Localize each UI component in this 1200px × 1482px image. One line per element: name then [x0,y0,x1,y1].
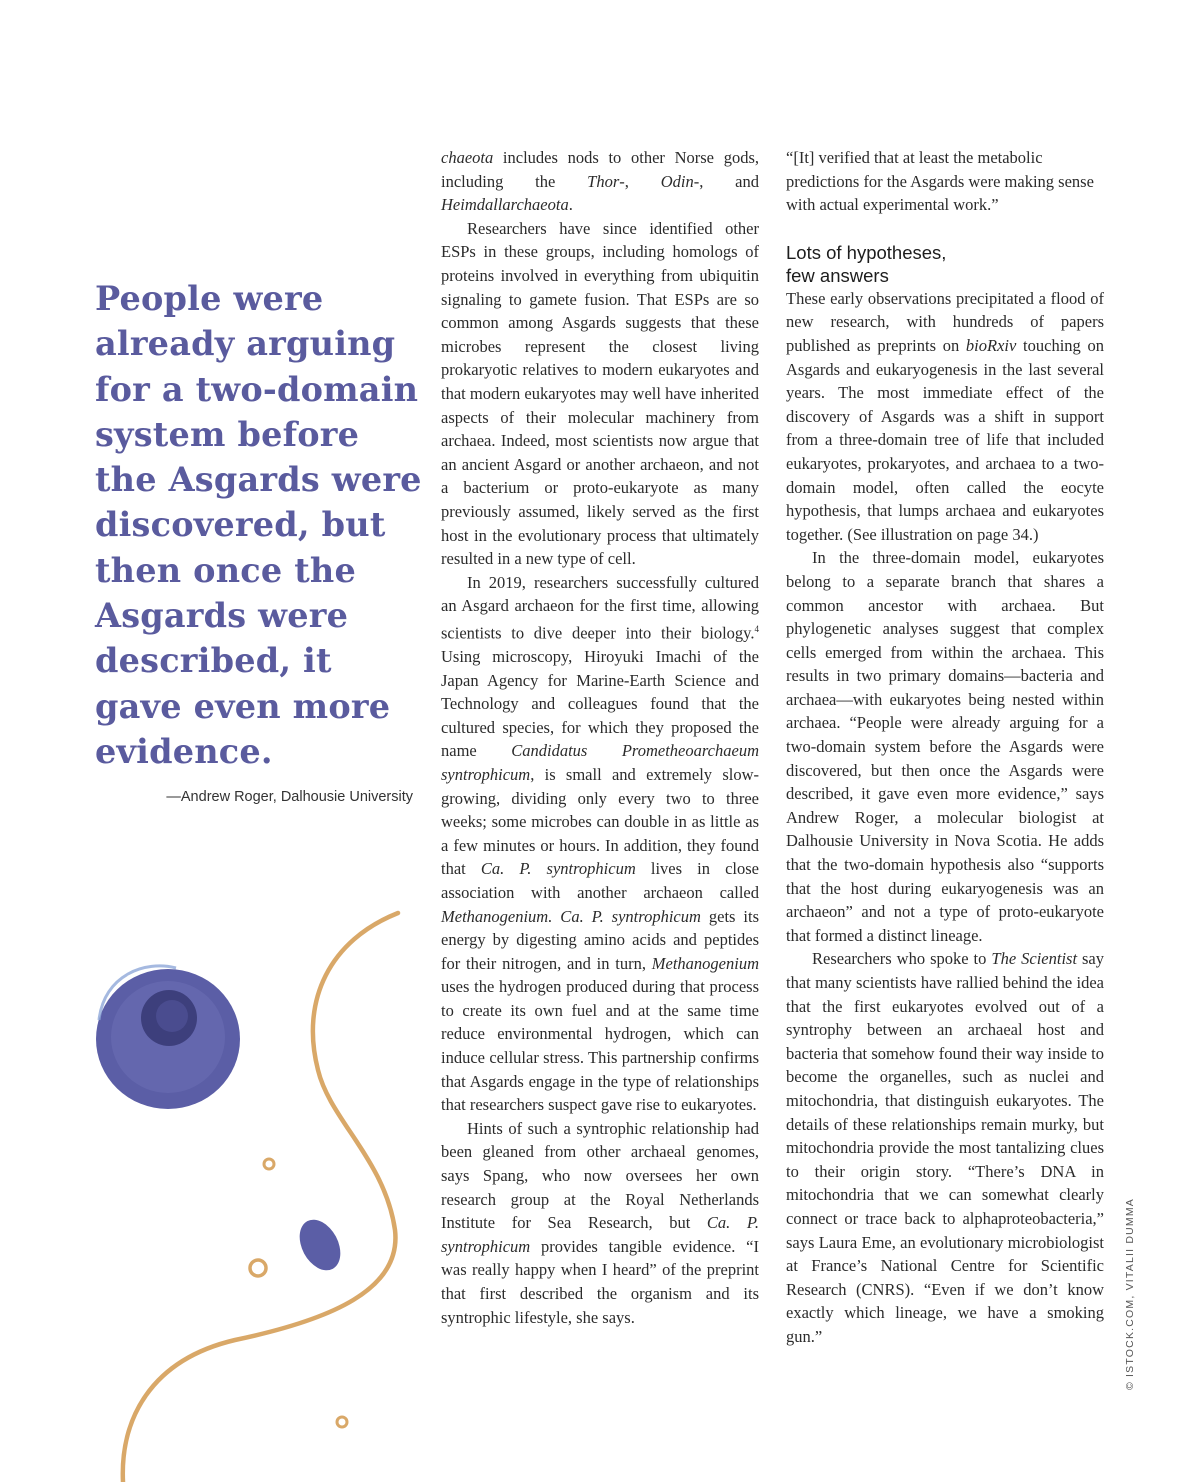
paragraph: In 2019, researchers successfully cultured an Asgard archaeon for the first time, allowing scientists to dive deeper into their biology.$^4$ Using microscopy, Hiroyuki Imachi of the Japan Agency for Marine-Earth Science and Technology and colleagues found that the cultured species, for which they proposed the name Candidatus Prometheoarchaeum syntrophicum, is small and extremely slow-growing, dividing only every two to three weeks; some microbes can double in as little as a few minutes or hours. In addition, they found that Ca. P. syntrophicum lives in close association with another archaeon called Methanogenium. Ca. P. syntrophicum gets its energy by digesting amino acids and peptides for their nitrogen, and in turn, Methanogenium uses the hydrogen produced during that process to create its own fuel and at the same time reduce environmental hydrogen, which can induce cellular stress. This partnership confirms that Asgards engage in the type of relationships that researchers suspect gave rise to eukaryotes. [441,572,760,1115]
quote-attribution: —Andrew Roger, Dalhousie University [166,789,413,805]
ring-dot-2 [250,1260,266,1276]
paragraph: Researchers have since identified other ESPs in these groups, including homologs of proteins involved in everything from ubiquitin signaling to gamete fusion. That ESPs are so common among Asgards suggests that these microbes represent the closest living prokaryotic relatives to modern eukaryotes and that modern eukaryotes may well have inherited aspects of their molecular machinery from archaea. Indeed, most scientists now argue that an ancient Asgard or another archaeon, and not a bacterium or proto-eukaryote as many previously assumed, likely served as the first host in the evolutionary process that ultimately resulted in a new type of cell. [441,218,759,569]
ring-dot-1 [264,1159,274,1169]
photo-credit: © ISTOCK.COM, VITALII DUMMA [1124,1197,1136,1390]
paragraph: Researchers who spoke to The Scientist say that many scientists have rallied behind the idea that the first eukaryotes evolved out of a syntrophy between an archaeal host and bacteria that somehow found their way inside to become the organelles, such as nuclei and mitochondria, that distinguish eukaryotes. The details of these relationships remain murky, but mitochondria provide the most tantalizing clues to their origin story. “There’s DNA in mitochondria that we can somewhat clearly connect or trace back to alphaproteobacteria,” says Laura Eme, an evolutionary microbiologist at France’s National Centre for Scientific Research (CNRS). “Even if we don’t know exactly which lineage, we have a smoking gun.” [786,949,1105,1346]
middle-column [441,146,759,1329]
paragraph: In the three-domain model, eukaryotes belong to a separate branch that shares a common ancestor with archaea. But phylogenetic analyses suggest that complex cells emerged from within the archaea. This results in two primary domains—bacteria and archaea—with eukaryotes being nested within archaea. “People were already arguing for a two-domain system before the Asgards were discovered, but then once the Asgards were described, it gave even more evidence,” says Andrew Roger, a molecular biologist at Dalhousie University in Nova Scotia. He adds that the two-domain hypothesis also “supports that the host during eukaryogenesis was an archaeon” and not a type of proto-eukaryote that formed a distinct lineage. [786,548,1104,945]
paragraph: These early observations precipitated a flood of new research, with hundreds of papers published as preprints on bioRxiv touching on Asgards and eukaryogenesis in the last several years. The most immediate effect of the discovery of Asgards was a shift in support from a three-domain tree of life that included eukaryotes, prokaryotes, and archaea to a two-domain model, often called the eocyte hypothesis, that lumps archaea and eukaryotes together. (See illustration on page 34.) [786,288,1104,544]
paragraph: chaeota includes nods to other Norse gods, including the Thor-, Odin-, and Heimdallarchaeota. [441,148,759,215]
small-cell [291,1213,348,1278]
pull-quote: People were already arguing for a two-domain system before the Asgards were discovered, but then once the Asgards were described, it gave even more evidence. [95,279,422,771]
paragraph: Hints of such a syntrophic relationship had been gleaned from other archaeal genomes, says Spang, who now oversees her own research group at the Royal Netherlands Institute for Sea Research, but Ca. P. syntrophicum provides tangible evidence. “I was really happy when I heard” of the preprint that first described the organism and its syntrophic lifestyle, she says. [441,1118,759,1327]
footnote-ref: 4 [754,623,759,634]
cell-nucleus-inner [156,1000,188,1032]
right-column [786,146,1104,1349]
paragraph: “[It] verified that at least the metabolic predictions for the Asgards were making sense with actual experimental work.” [786,148,1094,215]
ring-dot-3 [337,1417,347,1427]
section-heading: Lots of hypotheses, few answers [786,241,947,286]
